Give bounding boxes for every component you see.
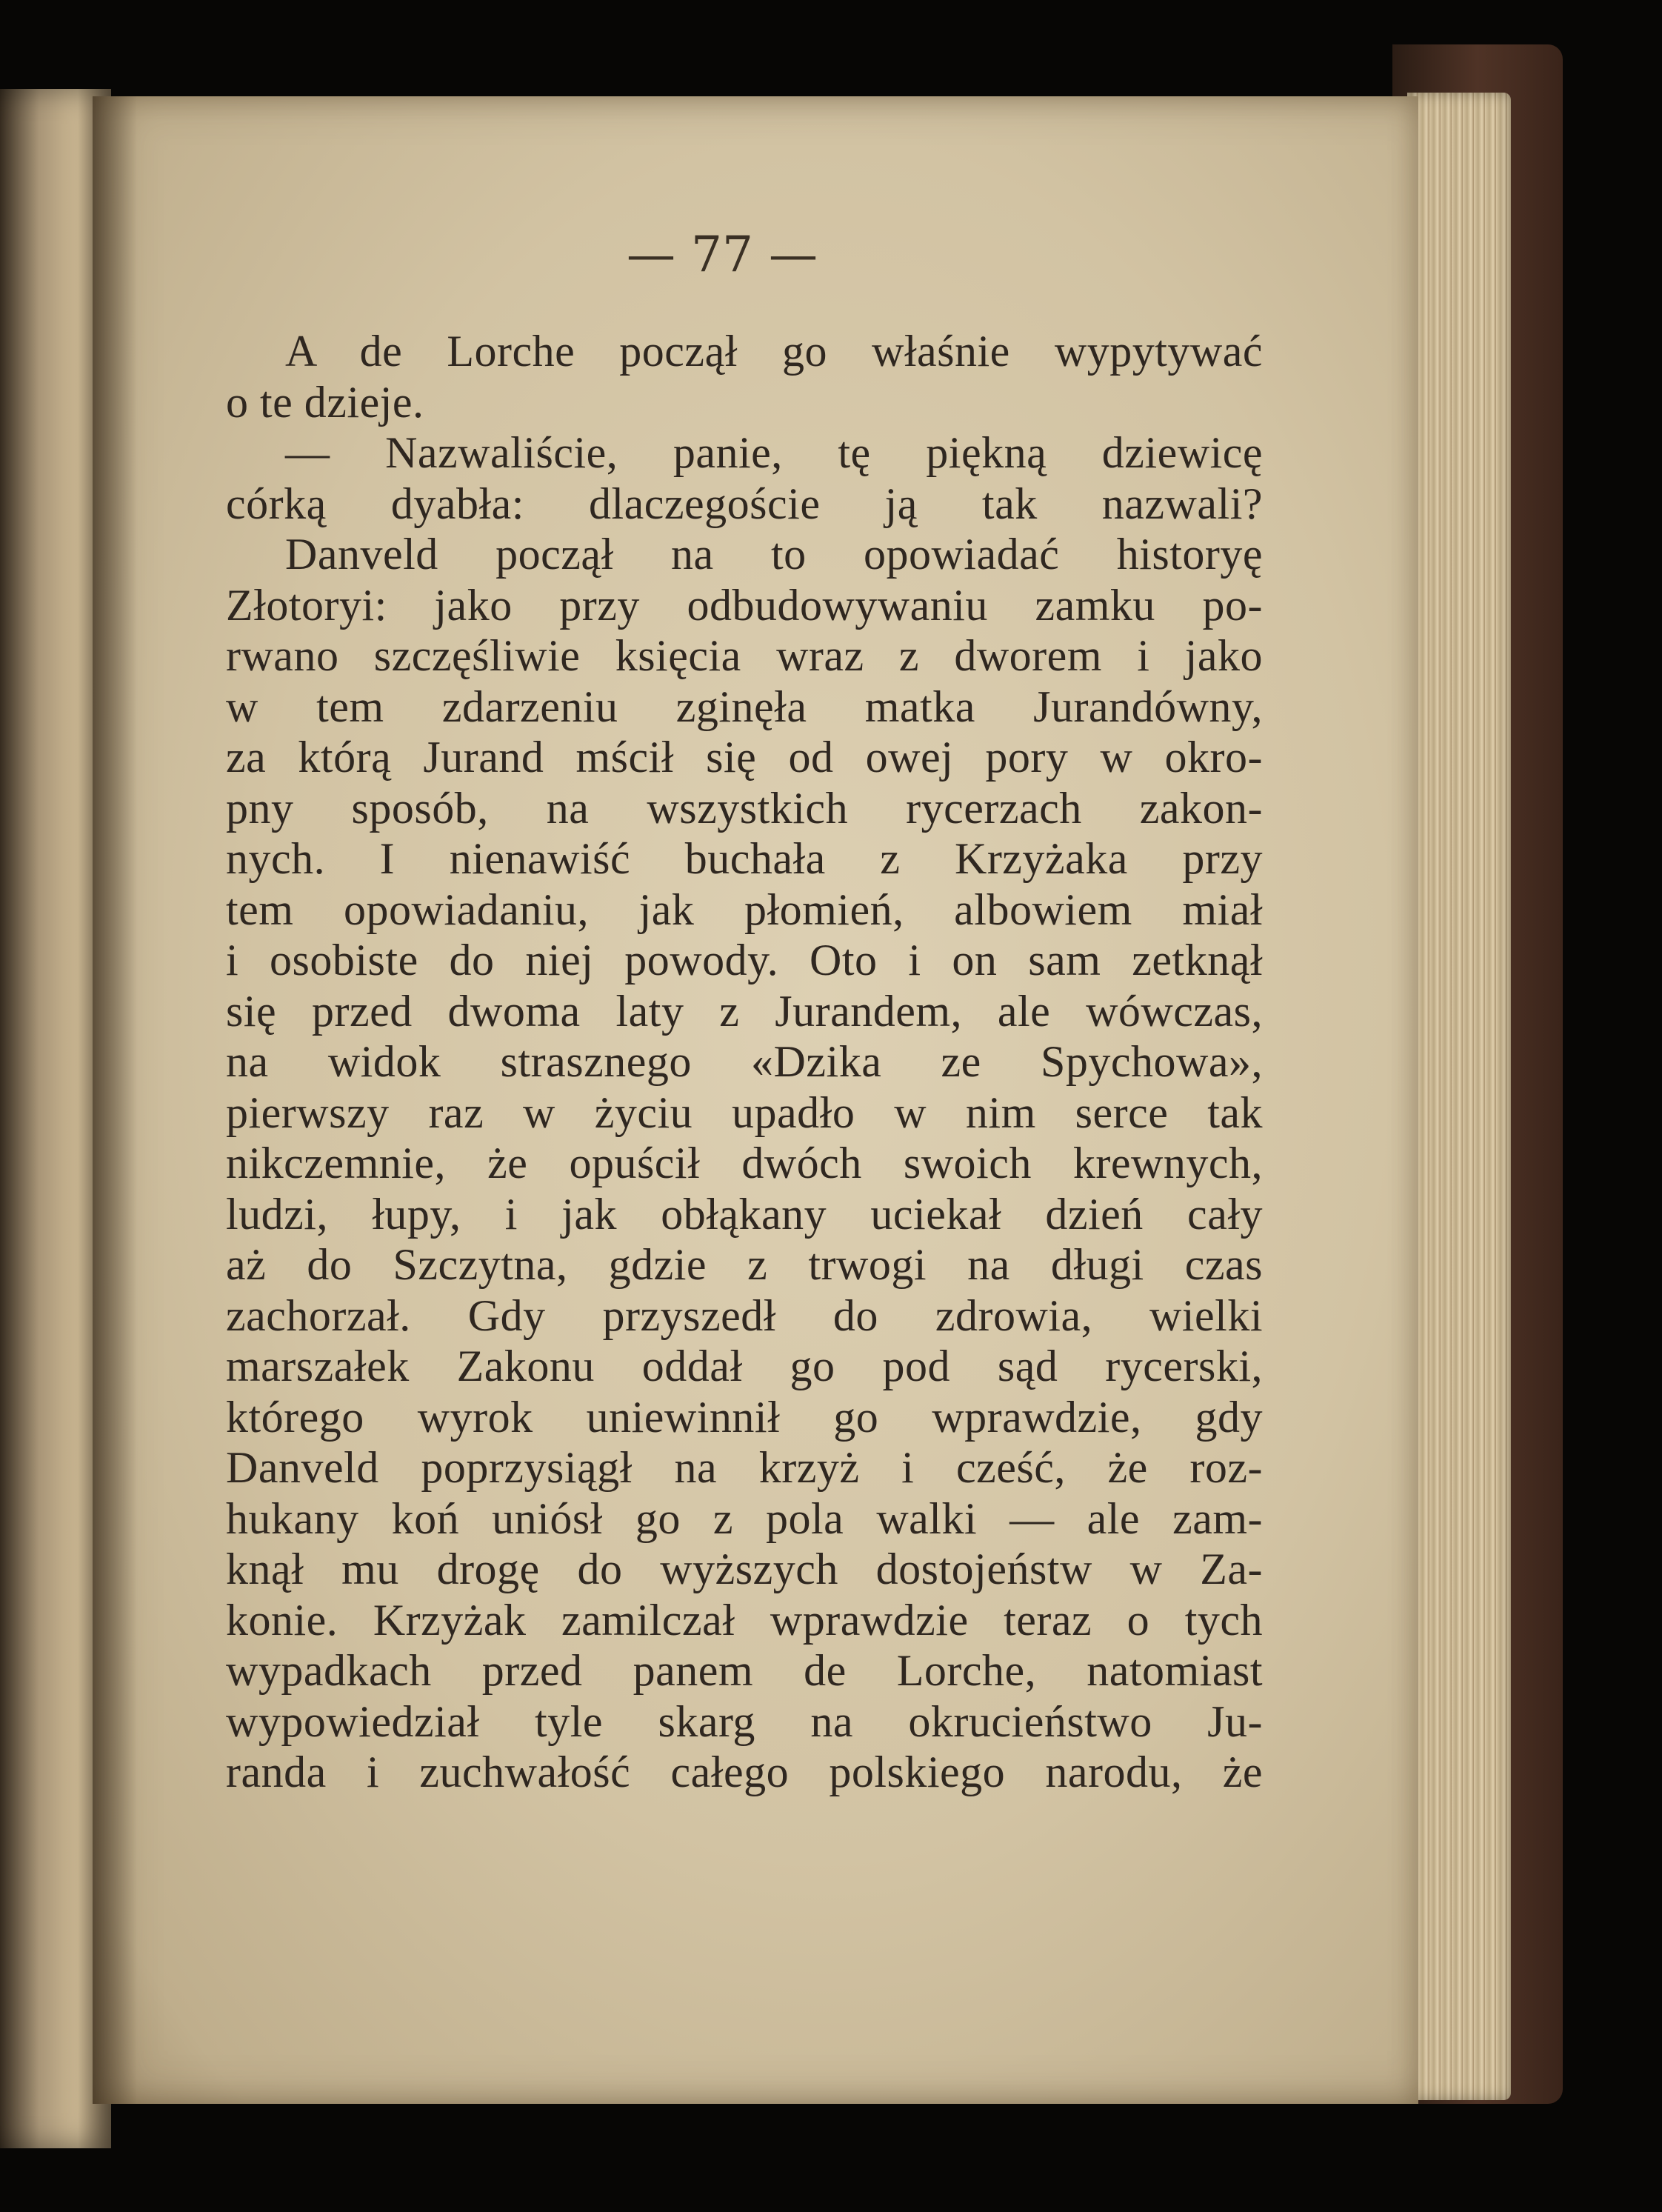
text-line: nikczemnie, że opuścił dwóch swoich krewnych, — [226, 1139, 1263, 1187]
text-line: ludzi, łupy, i jak obłąkany uciekał dzień cały — [226, 1189, 1263, 1239]
text-line: — Nazwaliście, panie, tę piękną dziewicę — [285, 428, 1263, 477]
text-body — [226, 326, 1263, 1798]
text-line: randa i zuchwałość całego polskiego narodu, że — [226, 1748, 1263, 1796]
text-line: którego wyrok uniewinnił go wprawdzie, gdy — [226, 1392, 1263, 1442]
text-line: na widok strasznego «Dzika ze Spychowa», — [226, 1037, 1263, 1086]
text-line: pierwszy raz w życiu upadło w nim serce tak — [226, 1087, 1263, 1137]
text-line: w tem zdarzeniu zginęła matka Jurandówny, — [226, 682, 1263, 731]
text-line: marszałek Zakonu oddał go pod sąd rycerski, — [226, 1342, 1263, 1390]
text-line: aż do Szczytna, gdzie z trwogi na długi czas — [226, 1240, 1263, 1289]
text-line: się przed dwoma laty z Jurandem, ale wówczas, — [226, 986, 1263, 1036]
page-gutter — [93, 96, 137, 2104]
text-line: córką dyabła: dlaczegoście ją tak nazwali? — [226, 479, 1263, 528]
text-line: o te dzieje. — [226, 377, 424, 427]
text-line: Złotoryi: jako przy odbudowywaniu zamku po- — [226, 580, 1263, 630]
text-line: A de Lorche począł go właśnie wypytywać — [285, 327, 1263, 376]
text-line: rwano szczęśliwie księcia wraz z dworem i jako — [226, 631, 1263, 680]
text-line: za którą Jurand mścił się od owej pory w okro- — [226, 733, 1263, 782]
text-line: i osobiste do niej powody. Oto i on sam zetknął — [226, 936, 1263, 985]
text-line: hukany koń uniósł go z pola walki — ale zam- — [226, 1493, 1263, 1543]
page-stack-edges — [1407, 93, 1511, 2100]
text-line: konie. Krzyżak zamilczał wprawdzie teraz o tych — [226, 1595, 1263, 1645]
text-line: Danveld poprzysiągł na krzyż i cześć, że roz- — [226, 1443, 1263, 1492]
text-line: nych. I nienawiść buchała z Krzyżaka przy — [226, 834, 1263, 883]
text-line: pny sposób, na wszystkich rycerzach zakon- — [226, 783, 1263, 833]
text-line: wypadkach przed panem de Lorche, natomiast — [226, 1646, 1263, 1695]
text-line: tem opowiadaniu, jak płomień, albowiem miał — [226, 885, 1263, 934]
book-page — [93, 96, 1418, 2104]
text-line: knął mu drogę do wyższych dostojeństw w Za- — [226, 1545, 1263, 1593]
text-line: wypowiedział tyle skarg na okrucieństwo Ju- — [226, 1696, 1263, 1746]
text-line: zachorzał. Gdy przyszedł do zdrowia, wielki — [226, 1290, 1263, 1340]
page-number: — 77 — — [627, 226, 818, 283]
text-line: Danveld począł na to opowiadać historyę — [285, 530, 1263, 579]
